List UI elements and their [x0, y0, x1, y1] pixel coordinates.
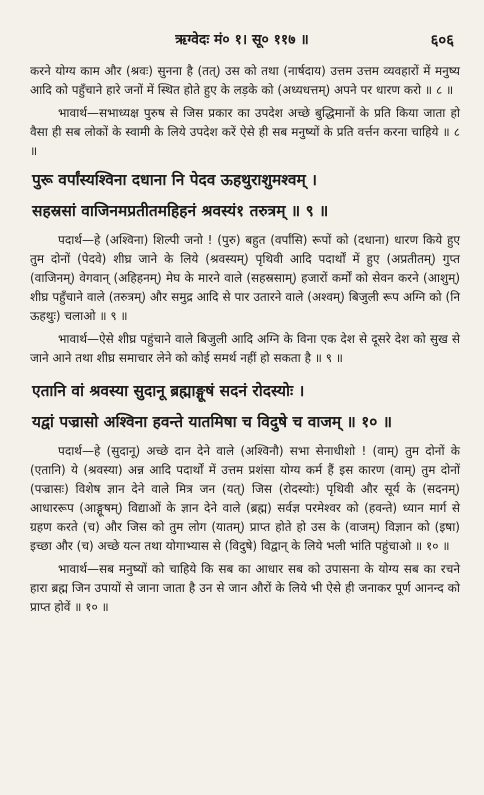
padartha-10: पदार्थ—हे (सुदानू) अच्छे दान देने वाले (अश्विनौ) सभा सेनाधीशो ! (वाम्) तुम दोनों के (एतानि) ये (श्रवस्या) अन्न आदि पदार्थों में उत्तम प्रशंसा योग्य कर्म हैं इस कारण (वाम्) तुम दोनों (पज्रासः) विशेष ज्ञान देने वाले मित्र जन (यत्) जिस (रोदस्योः) पृथिवी और सूर्य के (सदनम्) आधाररूप (आङ्गूषम्) विद्याओं के ज्ञान देने वाले (ब्रह्म) सर्वज्ञ परमेश्वर को (हवन्ते) ध्यान मार्ग से ग्रहण करते (च) और जिस को तुम लोग (यातम्) प्राप्त होते हो उस के (वाजम्) विज्ञान को (इषा) इच्छा और (च) अच्छे यत्न तथा योगाभ्यास से (विदुषे) विद्वान् के लिये भली भांति पहुंचाओ ॥ १० ॥	[30, 444, 460, 553]
page-content	[30, 62, 460, 617]
running-title: ऋग्वेदः मं० १। सू० ११७ ॥	[175, 32, 309, 48]
padartha-9: पदार्थ—हे (अश्विना) शिल्पी जनो ! (पुरु) बहुत (वर्पांसि) रूपों को (दधाना) धारण किये हुए तुम दोनों (पेदवे) शीघ्र जाने के लिये (श्रवस्यम्) पृथिवी आदि पदार्थों में हुए (अप्रतीतम्) गुप्त (वाजिनम्) वेगवान् (अहिहनम्) मेघ के मारने वाले (सहस्रसाम्) हजारों कर्मों को सेवन करने (आशुम्) शीघ्र पहुँचाने वाले (तरुत्रम्) और समुद्र आदि से पार उतारने वाले (अश्वम्) बिजुली रूप अग्नि को (नि ऊहथुः) चलाओ ॥ ९ ॥	[30, 233, 460, 323]
bhavartha-10: भावार्थ—सब मनुष्यों को चाहिये कि सब का आधार सब को उपासना के योग्य सब का रचने हारा ब्रह्म जिन उपायों से जाना जाता है उन से जान औरों के लिये भी ऐसे ही जनाकर पूर्ण आनन्द को प्राप्त होवें ॥ १० ॥	[30, 562, 460, 614]
mantra-9-line-2: सहस्रसां वाजिनमप्रतीतमहिहनं श्रवस्यं१ तरुत्रम् ॥ ९ ॥	[32, 202, 329, 220]
page-number: ६०६	[430, 31, 454, 49]
bhavartha-8: भावार्थ—सभाध्यक्ष पुरुष से जिस प्रकार का उपदेश अच्छे बुद्धिमानों के प्रति किया जाता हो वैसा ही सब लोकों के स्वामी के लिये उपदेश करें ऐसे ही सब मनुष्यों के प्रति वर्त्तन करना चाहिये ॥ ८ ॥	[30, 106, 460, 158]
mantra-10-line-2: यद्वां पज्रासो अश्विना हवन्ते यातमिषा च विदुषे च वाजम् ॥ १० ॥	[32, 413, 392, 431]
mantra-10-line-1: एतानि वां श्रवस्या सुदानू ब्रह्माङ्गूषं सदनं रोदस्योः ।	[32, 382, 305, 400]
page-header	[0, 30, 484, 52]
bhavartha-9: भावार्थ—ऐसे शीघ्र पहुंचाने वाले बिजुली आदि अग्नि के विना एक देश से दूसरे देश को सुख से जाने आने तथा शीघ्र समाचार लेने को कोई समर्थ नहीं हो सकता है ॥ ९ ॥	[30, 332, 460, 365]
mantra-9-line-1: पुरू वर्पांस्यश्विना दधाना नि पेदव ऊहथुराशुमश्वम् ।	[32, 171, 317, 189]
padartha-continuation: करने योग्य काम और (श्रवः) सुनना है (तत्) उस को तथा (नार्षदाय) उत्तम उत्तम व्यवहारों में मनुष्य आदि को पहुँचाने हारे जनों में स्थित होते हुए के लड़के को (अध्यधत्तम्) अपने पर धारण करो ॥ ८ ॥	[30, 64, 460, 97]
